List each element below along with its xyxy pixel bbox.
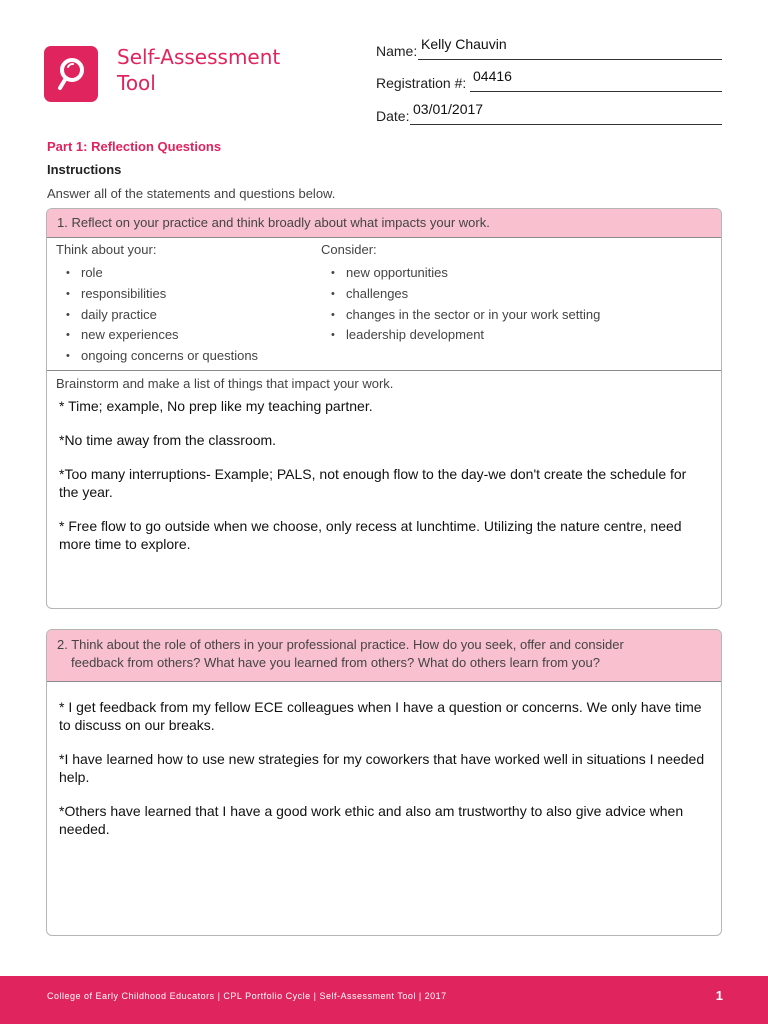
page-number: 1	[715, 988, 723, 1003]
list-item: • leadership development	[321, 325, 600, 346]
think-about-column	[56, 242, 258, 367]
answer-paragraph: *I have learned how to use new strategies for my coworkers that have worked well in situations I needed help.	[59, 751, 705, 785]
list-item: • daily practice	[56, 305, 258, 326]
instructions-heading: Instructions	[47, 162, 122, 177]
list-item: • responsibilities	[56, 284, 258, 305]
answer-paragraph: *No time away from the classroom.	[59, 432, 277, 448]
think-about-heading: Think about your:	[56, 242, 157, 257]
consider-column	[321, 242, 600, 346]
consider-heading: Consider:	[321, 242, 377, 257]
logo	[44, 46, 98, 102]
question-1-guidance	[47, 238, 721, 371]
list-item: • challenges	[321, 284, 600, 305]
question-1-prompt: 1. Reflect on your practice and think broadly about what impacts your work.	[47, 209, 721, 238]
registration-underline	[470, 91, 722, 92]
list-item: • changes in the sector or in your work setting	[321, 305, 600, 326]
question-2-prompt-line2: feedback from others? What have you learned from others? What do others learn from you?	[71, 655, 600, 670]
registration-label: Registration #:	[376, 75, 467, 91]
registration-value[interactable]: 04416	[473, 68, 512, 84]
brainstorm-label: Brainstorm and make a list of things that impact your work.	[56, 376, 394, 391]
footer-text: College of Early Childhood Educators | CPL Portfolio Cycle | Self-Assessment Tool | 2017	[47, 991, 447, 1001]
question-1-answer-field[interactable]	[47, 391, 721, 553]
page-footer	[0, 976, 768, 1024]
name-label: Name:	[376, 43, 418, 59]
name-underline	[418, 59, 722, 60]
consider-list	[321, 263, 600, 346]
answer-paragraph: * Time; example, No prep like my teaching partner.	[59, 398, 373, 414]
date-underline	[410, 124, 722, 125]
answer-paragraph: * I get feedback from my fellow ECE colleagues when I have a question or concerns. We only have time to discuss on our breaks.	[59, 699, 702, 733]
date-label: Date:	[376, 108, 410, 124]
part-title: Part 1: Reflection Questions	[47, 139, 222, 154]
list-item: • ongoing concerns or questions	[56, 346, 258, 367]
answer-paragraph: *Too many interruptions- Example; PALS, not enough flow to the day-we don't create the schedule for the year.	[59, 466, 687, 500]
question-2-prompt	[47, 630, 721, 682]
question-2-answer-field[interactable]	[47, 682, 721, 838]
list-item: • role	[56, 263, 258, 284]
name-value[interactable]: Kelly Chauvin	[421, 36, 507, 52]
date-value[interactable]: 03/01/2017	[413, 101, 484, 117]
app-title	[117, 44, 317, 96]
think-about-list	[56, 263, 258, 367]
app-title-line1: Self-Assessment	[117, 45, 281, 69]
date-field[interactable]	[376, 103, 722, 125]
question-2-prompt-line1: 2. Think about the role of others in your professional practice. How do you seek, offer and consider	[57, 637, 624, 652]
instructions-text: Answer all of the statements and questions below.	[47, 186, 336, 201]
question-2-box	[46, 629, 722, 936]
app-title-line2: Tool	[117, 71, 156, 95]
list-item: • new experiences	[56, 325, 258, 346]
question-1-box	[46, 208, 722, 609]
name-field[interactable]	[376, 38, 722, 60]
list-item: • new opportunities	[321, 263, 600, 284]
answer-paragraph: * Free flow to go outside when we choose, only recess at lunchtime. Utilizing the nature centre, need more time to explore.	[59, 518, 682, 552]
magnifier-icon	[44, 46, 98, 102]
answer-paragraph: *Others have learned that I have a good work ethic and also am trustworthy to also give advice when needed.	[59, 803, 684, 837]
registration-field[interactable]	[376, 70, 722, 92]
